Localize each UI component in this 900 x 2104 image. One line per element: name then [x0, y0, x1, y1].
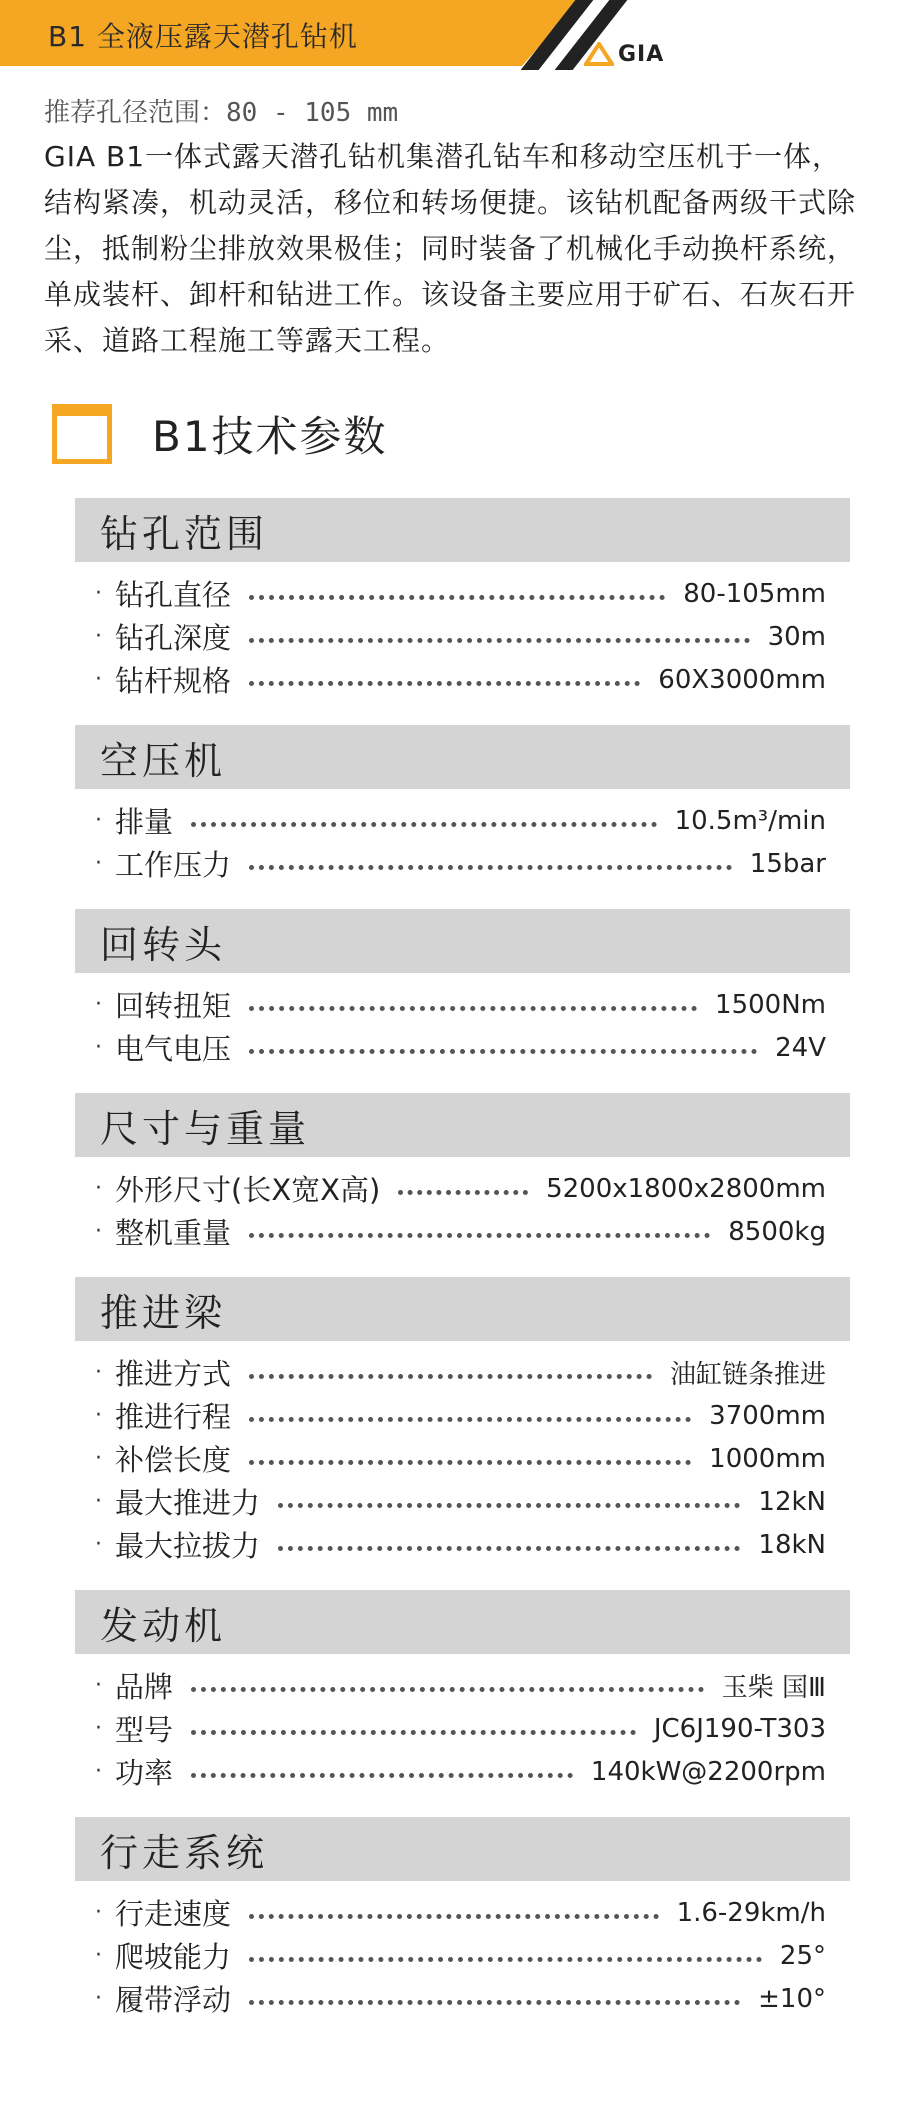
- spec-value: 玉柴 国Ⅲ: [721, 1673, 826, 1703]
- dotted-leader: [278, 1503, 740, 1508]
- bullet-icon: ·: [95, 1489, 102, 1514]
- spec-group: [75, 725, 850, 891]
- spec-rows: [75, 1654, 850, 1799]
- spec-rows: [75, 562, 850, 707]
- spec-name: 推进行程: [115, 1400, 232, 1434]
- bullet-icon: ·: [95, 1532, 102, 1557]
- spec-rows: [75, 1341, 850, 1572]
- spec-name: 功率: [115, 1756, 174, 1790]
- spec-name: 排量: [115, 805, 174, 839]
- spec-name: 型号: [115, 1713, 174, 1747]
- spec-value: 25°: [779, 1940, 826, 1971]
- spec-group-title: 推进梁: [75, 1277, 850, 1341]
- dotted-leader: [398, 1190, 528, 1195]
- spec-row: [75, 1891, 850, 1934]
- spec-value: 油缸链条推进: [669, 1360, 826, 1390]
- dotted-leader: [249, 595, 665, 600]
- spec-value: 12kN: [758, 1486, 826, 1517]
- spec-value: 10.5m³/min: [674, 805, 826, 836]
- dotted-leader: [249, 1049, 757, 1054]
- bullet-icon: ·: [95, 581, 102, 606]
- dotted-leader: [249, 1460, 691, 1465]
- intro-paragraph: GIA B1一体式露天潜孔钻机集潜孔钻车和移动空压机于一体，结构紧凑，机动灵活，移位和转场便捷。该钻机配备两级干式除尘，抵制粉尘排放效果极佳；同时装备了机械化手动换杆系统，单成装杆、卸杆和钻进工作。该设备主要应用于矿石、石灰石开采、道路工程施工等露天工程。: [44, 140, 857, 357]
- dotted-leader: [249, 1006, 697, 1011]
- bullet-icon: ·: [95, 1900, 102, 1925]
- spec-name: 外形尺寸(长X宽X高): [115, 1173, 381, 1207]
- spec-name: 最大推进力: [115, 1486, 261, 1520]
- bullet-icon: ·: [95, 1943, 102, 1968]
- spec-value: 1500Nm: [715, 989, 826, 1020]
- spec-value: 140kW@2200rpm: [590, 1756, 826, 1787]
- dotted-leader: [191, 1773, 573, 1778]
- spec-group: [75, 1817, 850, 2026]
- bullet-icon: ·: [95, 624, 102, 649]
- spec-value: 80-105mm: [683, 578, 826, 609]
- bullet-icon: ·: [95, 1716, 102, 1741]
- hole-range-text: 推荐孔径范围：80 - 105 mm: [44, 98, 399, 128]
- spec-name: 品牌: [115, 1670, 174, 1704]
- spec-name: 钻杆规格: [115, 664, 232, 698]
- spec-rows: [75, 973, 850, 1075]
- spec-row: [75, 1977, 850, 2020]
- spec-row: [75, 1750, 850, 1793]
- brand-logo: [584, 38, 664, 70]
- spec-name: 电气电压: [115, 1032, 232, 1066]
- spec-name: 补偿长度: [115, 1443, 232, 1477]
- spec-group-title: 行走系统: [75, 1817, 850, 1881]
- spec-value: 15bar: [749, 848, 826, 879]
- spec-row: [75, 799, 850, 842]
- spec-row: [75, 572, 850, 615]
- spec-group-title: 空压机: [75, 725, 850, 789]
- spec-row: [75, 983, 850, 1026]
- spec-row: [75, 1480, 850, 1523]
- spec-value: 30m: [767, 621, 826, 652]
- dotted-leader: [249, 638, 750, 643]
- logo-triangle-icon: [584, 42, 614, 66]
- spec-group: [75, 1093, 850, 1259]
- spec-value: 24V: [775, 1032, 826, 1063]
- dotted-leader: [278, 1546, 740, 1551]
- spec-name: 回转扭矩: [115, 989, 232, 1023]
- spec-rows: [75, 1881, 850, 2026]
- spec-row: [75, 1351, 850, 1394]
- spec-row: [75, 1664, 850, 1707]
- spec-section-title: B1技术参数: [152, 412, 388, 461]
- spec-value: JC6J190-T303: [653, 1713, 826, 1744]
- spec-value: 3700mm: [709, 1400, 826, 1431]
- spec-row: [75, 658, 850, 701]
- spec-row: [75, 842, 850, 885]
- page-header: [0, 0, 900, 70]
- dotted-leader: [249, 1233, 710, 1238]
- dotted-leader: [191, 1687, 704, 1692]
- bullet-icon: ·: [95, 1759, 102, 1784]
- spec-row: [75, 1394, 850, 1437]
- spec-name: 整机重量: [115, 1216, 232, 1250]
- dotted-leader: [249, 1374, 652, 1379]
- bullet-icon: ·: [95, 1403, 102, 1428]
- bullet-icon: ·: [95, 851, 102, 876]
- spec-row: [75, 615, 850, 658]
- spec-name: 行走速度: [115, 1897, 232, 1931]
- spec-name: 钻孔直径: [115, 578, 232, 612]
- bullet-icon: ·: [95, 1446, 102, 1471]
- dotted-leader: [249, 681, 640, 686]
- spec-name: 爬坡能力: [115, 1940, 232, 1974]
- spec-group-title: 发动机: [75, 1590, 850, 1654]
- spec-rows: [75, 789, 850, 891]
- dotted-leader: [249, 1417, 691, 1422]
- dotted-leader: [191, 1730, 636, 1735]
- spec-row: [75, 1523, 850, 1566]
- bullet-icon: ·: [95, 1986, 102, 2011]
- spec-row: [75, 1934, 850, 1977]
- section-square-icon: [52, 404, 112, 464]
- dotted-leader: [249, 2000, 740, 2005]
- bullet-icon: ·: [95, 992, 102, 1017]
- spec-group-title: 回转头: [75, 909, 850, 973]
- spec-name: 工作压力: [115, 848, 232, 882]
- spec-value: 1.6-29km/h: [676, 1897, 826, 1928]
- spec-rows: [75, 1157, 850, 1259]
- spec-name: 最大拉拔力: [115, 1529, 261, 1563]
- spec-value: ±10°: [758, 1983, 826, 2014]
- spec-group: [75, 498, 850, 707]
- bullet-icon: ·: [95, 1360, 102, 1385]
- spec-value: 8500kg: [728, 1216, 826, 1247]
- bullet-icon: ·: [95, 1673, 102, 1698]
- spec-value: 1000mm: [709, 1443, 826, 1474]
- spec-group-title: 钻孔范围: [75, 498, 850, 562]
- bullet-icon: ·: [95, 667, 102, 692]
- bullet-icon: ·: [95, 808, 102, 833]
- dotted-leader: [249, 1957, 762, 1962]
- spec-value: 5200x1800x2800mm: [546, 1173, 826, 1204]
- spec-value: 60X3000mm: [658, 664, 826, 695]
- spec-group: [75, 909, 850, 1075]
- spec-row: [75, 1707, 850, 1750]
- spec-value: 18kN: [758, 1529, 826, 1560]
- spec-section-heading: [52, 404, 388, 464]
- spec-name: 推进方式: [115, 1357, 232, 1391]
- spec-group: [75, 1277, 850, 1572]
- dotted-leader: [191, 822, 657, 827]
- dotted-leader: [249, 1914, 659, 1919]
- spec-row: [75, 1026, 850, 1069]
- logo-text: GIA: [618, 41, 665, 67]
- spec-name: 履带浮动: [115, 1983, 232, 2017]
- spec-row: [75, 1210, 850, 1253]
- spec-name: 钻孔深度: [115, 621, 232, 655]
- spec-group-title: 尺寸与重量: [75, 1093, 850, 1157]
- dotted-leader: [249, 865, 732, 870]
- bullet-icon: ·: [95, 1035, 102, 1060]
- spec-row: [75, 1437, 850, 1480]
- spec-group: [75, 1590, 850, 1799]
- bullet-icon: ·: [95, 1176, 102, 1201]
- spec-groups: [75, 498, 850, 2044]
- bullet-icon: ·: [95, 1219, 102, 1244]
- page-title: B1 全液压露天潜孔钻机: [48, 20, 358, 53]
- spec-row: [75, 1167, 850, 1210]
